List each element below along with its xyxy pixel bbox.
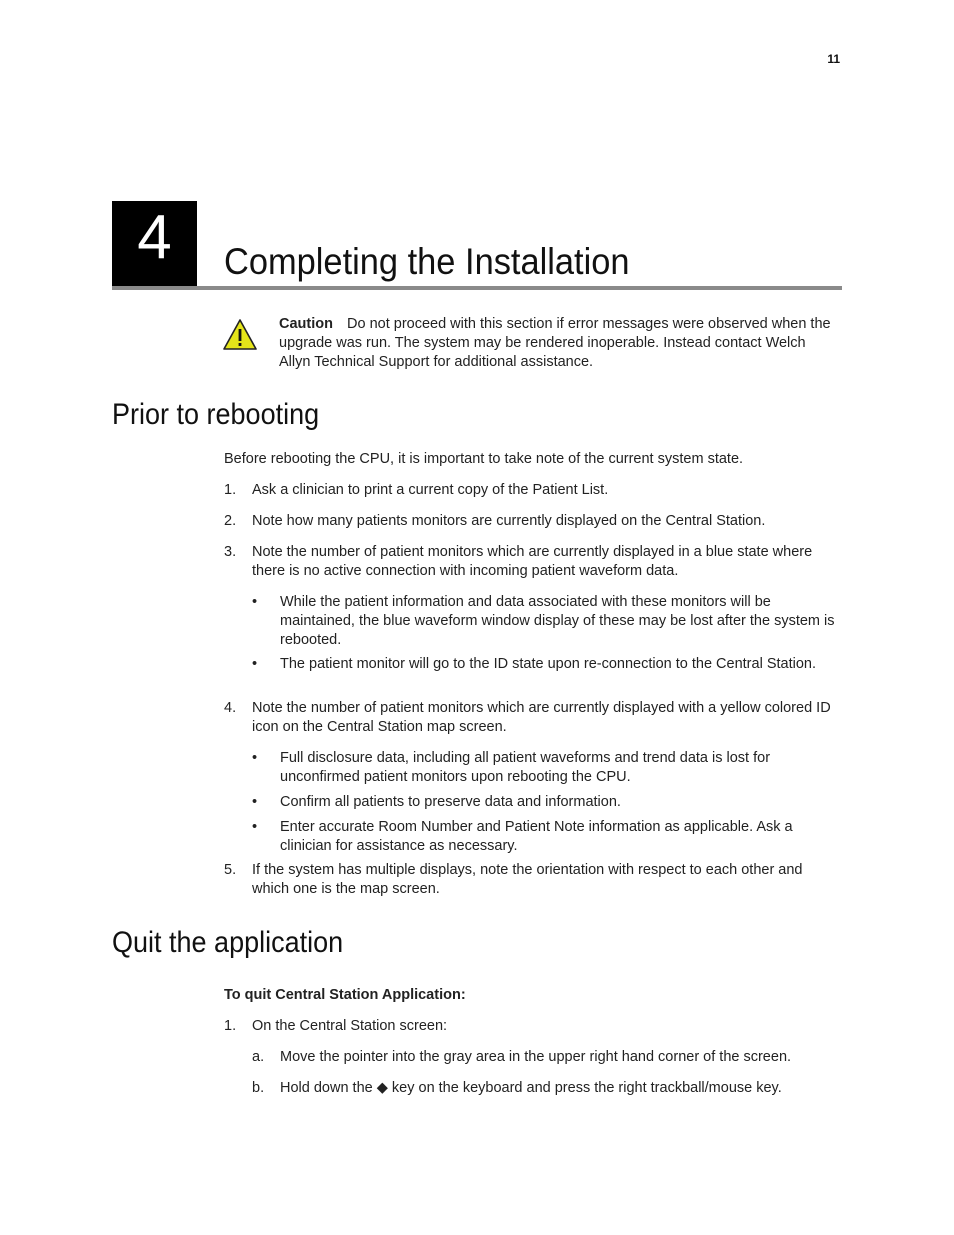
list-item-text: Note the number of patient monitors which are currently displayed with a yellow colored ID icon on the Central Station map screen.: [252, 700, 831, 735]
bullet-marker: •: [252, 819, 258, 835]
bullet-marker: •: [252, 594, 258, 610]
list-item-text: If the system has multiple displays, note the orientation with respect to each other and which one is the map screen.: [252, 862, 803, 897]
sub-list-marker: b.: [252, 1080, 265, 1096]
chapter-title-rule: [112, 286, 842, 290]
sub-list-item-text: Hold down the ◆ key on the keyboard and press the right trackball/mouse key.: [280, 1080, 782, 1096]
bullet-marker: •: [252, 656, 258, 672]
chapter-number-box: 4: [112, 201, 197, 287]
sub-list-marker: a.: [252, 1049, 265, 1065]
bullet-item-text: Confirm all patients to preserve data and information.: [280, 794, 621, 810]
page-number: 11: [827, 52, 840, 66]
bullet-item-text: While the patient information and data associated with these monitors will be maintained, the blue waveform window display of these may be lost after the system is rebooted.: [280, 594, 835, 648]
warning-triangle-icon: [222, 318, 258, 352]
caution-label: Caution: [279, 316, 333, 332]
list-item-text: Ask a clinician to print a current copy of the Patient List.: [252, 482, 609, 498]
caution-text-block: [279, 315, 839, 372]
list-marker: 5.: [224, 862, 237, 878]
bullet-item-text: Enter accurate Room Number and Patient Note information as applicable. Ask a clinician for assistance as necessary.: [280, 819, 793, 854]
list-marker: 1.: [224, 482, 237, 498]
bullet-item-text: The patient monitor will go to the ID state upon re-connection to the Central Station.: [280, 656, 816, 672]
bullet-item-text: Full disclosure data, including all patient waveforms and trend data is lost for unconfirmed patient monitors upon rebooting the CPU.: [280, 750, 771, 785]
section-intro: Before rebooting the CPU, it is important to take note of the current system state.: [224, 451, 744, 467]
bullet-marker: •: [252, 794, 258, 810]
chapter-title: Completing the Installation: [224, 241, 630, 282]
list-marker: 3.: [224, 544, 237, 560]
list-item-text: On the Central Station screen:: [252, 1018, 448, 1034]
list-marker: 1.: [224, 1018, 237, 1034]
section-heading-quit-the-application: Quit the application: [112, 926, 344, 959]
list-item-text: Note how many patients monitors are currently displayed on the Central Station.: [252, 513, 766, 529]
list-item-text: Note the number of patient monitors which are currently displayed in a blue state where there is no active connection with incoming patient waveform data.: [252, 544, 813, 579]
procedure-title: To quit Central Station Application:: [224, 987, 466, 1003]
caution-text: Do not proceed with this section if error messages were observed when the upgrade was run. The system may be rendered inoperable. Instead contact Welch Allyn Technical Support for additional assistance.: [279, 316, 831, 370]
list-marker: 4.: [224, 700, 237, 716]
section-heading-prior-to-rebooting: Prior to rebooting: [112, 398, 320, 431]
list-marker: 2.: [224, 513, 237, 529]
sub-list-item-text: Move the pointer into the gray area in the upper right hand corner of the screen.: [280, 1049, 792, 1065]
bullet-marker: •: [252, 750, 258, 766]
